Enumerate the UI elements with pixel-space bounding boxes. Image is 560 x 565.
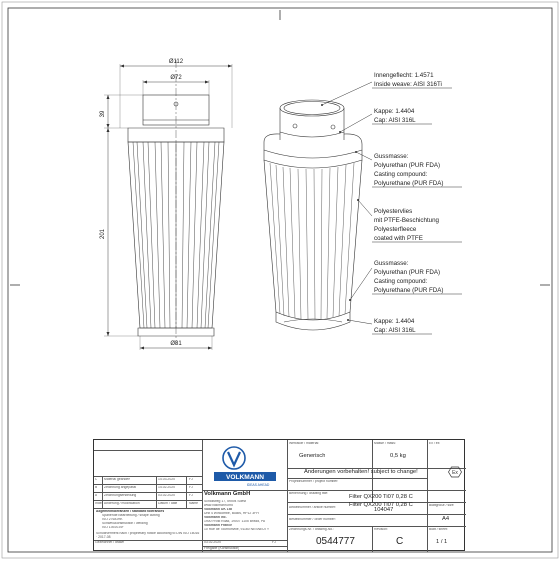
tolerance-line: Schweißkonstruktion / welding xyxy=(102,522,148,525)
iso-cap-shoulder xyxy=(264,134,362,144)
rev-index-b: B xyxy=(95,486,98,489)
tolerance-title: Allgemeintoleranzen / standard tolerances xyxy=(96,510,165,513)
logo-sub: IDEAS AHEAD xyxy=(246,483,270,487)
callout-fleece-line-4: coated with PTFE xyxy=(374,235,423,242)
address-line: Volkmann France xyxy=(204,524,233,527)
material-label: Werkstoff / material: xyxy=(289,442,320,445)
svg-text:Ex: Ex xyxy=(452,470,458,476)
format-label: Blattgröße / size: xyxy=(429,504,455,507)
order-label: Bestellnummer / order number: xyxy=(289,518,336,521)
iso-collar-hole-2 xyxy=(331,125,335,129)
address-line: 10 Rue de Tournonville, 91160 NESNEUTY xyxy=(204,528,270,531)
callout-texts xyxy=(372,72,462,334)
callout-weave-line-1: Innengeflecht: 1.4571 xyxy=(374,72,434,79)
callout-casting-bottom-line-4: Polyurethane (PUR FDA) xyxy=(374,287,444,294)
callout-cap-top-line-2: Cap: AISI 316L xyxy=(374,117,416,124)
dim-collar-height: 39 xyxy=(100,110,106,118)
drawing-number: 0544777 xyxy=(316,537,355,547)
proprietary-notice: Schutzvermerk nach / proprietary notice according to DIN ISO 16016 · 2017-08 xyxy=(96,532,200,539)
company-logo xyxy=(212,444,278,488)
article-value: 104047 xyxy=(374,507,394,513)
drawing-number-label: Zeichnungs-Nr. / drawing-No.: xyxy=(289,528,335,531)
address-line: Unit 4 Wincombe, Bucks, HP12 3FH xyxy=(204,512,259,515)
mass-value: 0,5 kg xyxy=(390,453,406,459)
rev-by-c: FJ xyxy=(189,478,193,481)
front-dimensions xyxy=(104,64,232,350)
sheet-value: 1 / 1 xyxy=(436,539,448,545)
callout-cap-top-line-1: Kappe: 1.4404 xyxy=(374,108,415,115)
leader-casting-top xyxy=(356,152,372,160)
dim-top-diameter: Ø112 xyxy=(168,59,184,65)
leader-cap-top xyxy=(340,114,372,132)
callout-casting-top-line-1: Gussmasse: xyxy=(374,153,409,160)
dim-body-height: 201 xyxy=(100,228,106,240)
callout-casting-top-line-3: Casting compound: xyxy=(374,171,428,178)
address-line: www.volkmann.info xyxy=(204,504,234,507)
rev-header-date: Datum / date xyxy=(158,502,178,505)
title-block xyxy=(93,439,465,551)
iso-collar-band xyxy=(280,132,344,137)
rev-desc-a: Zeichnungserstellung xyxy=(104,494,137,497)
callout-cap-bottom-line-1: Kappe: 1.4404 xyxy=(374,318,415,325)
project-label: Projektnummer / project number: xyxy=(289,480,339,483)
rev-by-b: FJ xyxy=(189,486,193,489)
drawing-title-1: Filter QX200 Ti07 0,28 C xyxy=(349,494,413,500)
iso-collar-hole-1 xyxy=(293,124,297,128)
address-line: 1900 Frost Road, 19007 1105 Bristol, PA xyxy=(204,520,266,523)
rev-desc-c: Material geändert xyxy=(104,478,131,481)
format-value: A4 xyxy=(442,516,450,522)
drawn-by: FJ xyxy=(272,541,276,544)
callout-fleece-line-2: mit PTFE-Beschichtung xyxy=(374,217,439,224)
iso-view xyxy=(264,100,362,330)
address-line: Volkmann Inc. xyxy=(204,516,227,519)
ex-hexagon-icon xyxy=(448,466,462,478)
drawn-label: Gezeichnet / drawn xyxy=(95,541,125,544)
callout-casting-bottom-line-2: Polyurethan (PUR FDA) xyxy=(374,269,441,276)
callout-casting-bottom-line-1: Gussmasse: xyxy=(374,260,409,267)
rev-index-a: A xyxy=(95,494,98,497)
callout-fleece-line-1: Polyestervlies xyxy=(374,208,413,215)
iso-pleats xyxy=(270,163,354,319)
drawn-date: 03.02.2020 xyxy=(204,541,221,544)
ex-symbol xyxy=(448,466,462,481)
rev-date-a: 03.02.2020 xyxy=(158,494,175,497)
volkmann-logo-mark xyxy=(212,444,278,488)
dim-bottom-diameter: Ø81 xyxy=(170,341,182,347)
iso-collar-top xyxy=(280,100,344,116)
rev-desc-b: Zeichnung angepasst xyxy=(104,486,137,489)
address-line: Volkmann UK Ltd xyxy=(204,508,233,511)
callout-casting-bottom-line-3: Casting compound: xyxy=(374,278,428,285)
article-label: Artikelnummer / article number: xyxy=(289,506,337,509)
sheet-label: Blatt / sheet: xyxy=(429,528,448,531)
rev-date-c: 14.03.2020 xyxy=(158,478,175,481)
released-label: Freigabe (Konstruktion) xyxy=(204,547,240,550)
iso-body-sides xyxy=(264,160,362,312)
iso-cap-line xyxy=(264,150,362,158)
change-notice: Änderungen vorbehalten! subject to change! xyxy=(304,469,418,475)
tolerance-line: ISO 2768-mK xyxy=(102,518,123,521)
callout-casting-top-line-2: Polyurethan (PUR FDA) xyxy=(374,162,441,169)
callout-fleece-line-3: Polyesterfleece xyxy=(374,226,417,233)
rev-date-b: 14.02.2020 xyxy=(158,486,175,489)
drawing-title-2: Filter QX200 Ti07 0,28 C xyxy=(349,502,413,508)
material-value: Generisch xyxy=(299,453,326,459)
address-line: Schloitweg 17, 59494 Soest xyxy=(204,500,247,503)
company-name: Volkmann GmbH xyxy=(204,491,251,497)
rev-header-by: Name xyxy=(189,502,199,505)
mass-label: Masse / mass: xyxy=(374,442,396,445)
revision-label: Revision: xyxy=(374,528,388,531)
callout-cap-bottom-line-2: Cap: AISI 316L xyxy=(374,327,416,334)
callout-weave-line-2: Inside weave: AISI 316Ti xyxy=(374,81,442,88)
tolerance-line: ISO 13920-BF xyxy=(102,526,124,529)
rev-header-index: Index xyxy=(95,502,104,505)
ex-label: Ex / ex: xyxy=(429,442,441,445)
leader-fleece xyxy=(358,200,372,216)
iso-top-cap xyxy=(264,142,362,168)
leader-dots xyxy=(321,104,359,321)
drawing-title-label: Benennung / drawing title: xyxy=(289,492,329,495)
rev-header-desc: Änderung / modification xyxy=(104,502,140,505)
tolerance-line: Spanende Bearbeitung / shape cutting xyxy=(102,514,160,517)
callout-casting-top-line-4: Polyurethane (PUR FDA) xyxy=(374,180,444,187)
iso-bottom-inner xyxy=(284,319,342,322)
logo-text: VOLKMANN xyxy=(225,474,265,481)
rev-by-a: FJ xyxy=(189,494,193,497)
dim-inner-diameter: Ø72 xyxy=(170,75,182,81)
revision-value: C xyxy=(396,537,404,547)
leader-cap-bottom xyxy=(348,320,372,324)
leader-weave xyxy=(322,82,372,105)
rev-index-c: C xyxy=(95,478,98,481)
front-view xyxy=(128,60,224,345)
